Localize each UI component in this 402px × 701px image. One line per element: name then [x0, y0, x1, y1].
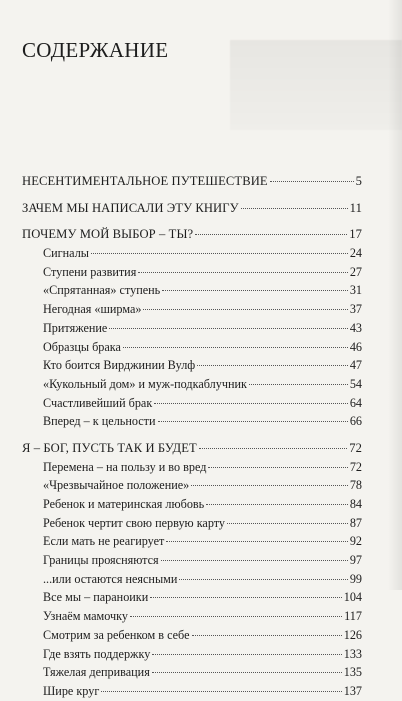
toc-entry	[22, 495, 362, 514]
leader-dots	[152, 654, 341, 655]
leader-dots	[241, 208, 348, 209]
toc-entry-title: Если мать не реагирует	[43, 534, 165, 549]
leader-dots	[91, 253, 348, 254]
toc-entry-title: Границы проясняются	[43, 553, 159, 568]
toc-entry-page: 31	[349, 283, 362, 298]
toc-entry	[22, 514, 362, 533]
toc-entry-page: 92	[349, 534, 362, 549]
toc-entry-page: 54	[349, 376, 362, 391]
toc-entry-title: Тяжелая депривация	[43, 665, 150, 680]
toc-entry-title: ...или остаются неясными	[43, 571, 178, 586]
toc-entry	[22, 682, 362, 701]
toc-entry	[22, 412, 362, 431]
toc-entry-page: 5	[355, 174, 362, 188]
toc-entry-title: Смотрим за ребенком в себе	[43, 627, 190, 642]
toc-entry-page: 37	[349, 302, 362, 317]
leader-dots	[191, 485, 348, 486]
toc-entry-page: 46	[349, 339, 362, 354]
toc-entry	[22, 263, 362, 282]
toc-entry-title: Все мы – параноики	[43, 590, 149, 605]
toc-entry-page: 117	[344, 609, 362, 624]
toc-entry	[22, 626, 362, 645]
page-edge-shadow	[388, 0, 402, 590]
toc-entry-page: 66	[349, 414, 362, 429]
page-title: СОДЕРЖАНИЕ	[22, 38, 169, 62]
leader-dots	[158, 421, 348, 422]
toc-entry	[22, 394, 362, 413]
toc-entry-page: 87	[349, 515, 362, 530]
toc-entry	[22, 319, 362, 338]
toc-entry-title: Сигналы	[43, 246, 89, 261]
leader-dots	[123, 347, 348, 348]
toc-entry	[22, 458, 362, 477]
toc-entry	[22, 663, 362, 682]
toc-entry-page: 78	[349, 478, 362, 493]
leader-dots	[249, 384, 348, 385]
toc-entry	[22, 551, 362, 570]
table-of-contents	[22, 172, 362, 701]
leader-dots	[154, 403, 348, 404]
leader-dots	[101, 691, 341, 692]
toc-entry-page: 104	[343, 590, 362, 605]
toc-entry-page: 47	[349, 358, 362, 373]
toc-entry	[22, 172, 362, 191]
toc-entry-title: Ребенок и материнская любовь	[43, 497, 205, 511]
leader-dots	[227, 523, 348, 524]
leader-dots	[199, 448, 347, 449]
toc-entry-title: ПОЧЕМУ МОЙ ВЫБОР – ТЫ?	[22, 227, 194, 242]
toc-entry-title: Счастливейший брак	[43, 395, 153, 410]
leader-dots	[130, 616, 342, 617]
toc-entry-title: Я – БОГ, ПУСТЬ ТАК И БУДЕТ	[22, 440, 197, 455]
leader-dots	[270, 181, 354, 182]
leader-dots	[208, 467, 347, 468]
toc-entry	[22, 225, 362, 244]
leader-dots	[152, 672, 342, 673]
leader-dots	[138, 272, 348, 273]
toc-entry-title: НЕСЕНТИМЕНТАЛЬНОЕ ПУТЕШЕСТВИЕ	[22, 174, 268, 188]
leader-dots	[162, 290, 348, 291]
toc-entry-page: 72	[349, 440, 362, 455]
leader-dots	[192, 635, 342, 636]
toc-entry-title: Ребенок чертит свою первую карту	[43, 515, 226, 530]
leader-dots	[109, 328, 348, 329]
toc-entry-page: 27	[349, 264, 362, 279]
toc-entry-title: Образцы брака	[43, 339, 121, 354]
toc-entry-title: Вперед – к цельности	[43, 414, 156, 429]
toc-entry-page: 64	[349, 395, 362, 410]
toc-entry	[22, 588, 362, 607]
toc-entry-title: Где взять поддержку	[43, 646, 151, 661]
leader-dots	[166, 541, 347, 542]
toc-entry	[22, 439, 362, 458]
toc-entry-title: Узнаём мамочку	[43, 609, 128, 624]
toc-entry-title: ЗАЧЕМ МЫ НАПИСАЛИ ЭТУ КНИГУ	[22, 200, 239, 215]
toc-entry	[22, 281, 362, 300]
leader-dots	[206, 504, 348, 505]
toc-entry-page: 133	[343, 646, 362, 661]
toc-entry	[22, 570, 362, 589]
toc-entry-page: 84	[349, 497, 362, 511]
toc-entry-page: 11	[349, 200, 362, 215]
toc-entry	[22, 338, 362, 357]
toc-entry-page: 135	[343, 665, 362, 680]
toc-entry	[22, 476, 362, 495]
toc-entry-title: Перемена – на пользу и во вред	[43, 459, 207, 474]
toc-entry-page: 17	[349, 227, 362, 242]
toc-entry	[22, 645, 362, 664]
toc-entry-page: 24	[349, 246, 362, 261]
toc-entry	[22, 356, 362, 375]
leader-dots	[150, 597, 341, 598]
leader-dots	[143, 309, 347, 310]
toc-entry-title: «Чрезвычайное положение»	[43, 478, 190, 493]
toc-entry-page: 137	[343, 683, 362, 698]
toc-entry	[22, 244, 362, 263]
toc-entry-page: 126	[343, 627, 362, 642]
toc-entry	[22, 300, 362, 319]
leader-dots	[195, 234, 347, 235]
toc-entry-title: Ступени развития	[43, 264, 137, 279]
toc-entry-title: «Кукольный дом» и муж-подкаблучник	[43, 376, 247, 391]
toc-entry-title: Кто боится Вирджинии Вулф	[43, 358, 196, 373]
toc-entry	[22, 607, 362, 626]
leader-dots	[197, 365, 348, 366]
toc-entry	[22, 199, 362, 218]
toc-entry	[22, 532, 362, 551]
toc-entry	[22, 375, 362, 394]
toc-entry-title: «Спрятанная» ступень	[43, 283, 161, 298]
toc-entry-page: 99	[349, 571, 362, 586]
toc-entry-title: Притяжение	[43, 320, 108, 335]
leader-dots	[179, 579, 347, 580]
bleed-through-shadow	[230, 40, 402, 130]
toc-entry-page: 72	[349, 459, 362, 474]
toc-entry-title: Негодная «ширма»	[43, 302, 142, 317]
leader-dots	[161, 560, 348, 561]
toc-entry-page: 43	[349, 320, 362, 335]
toc-entry-title: Шире круг	[43, 683, 100, 698]
toc-entry-page: 97	[349, 553, 362, 568]
